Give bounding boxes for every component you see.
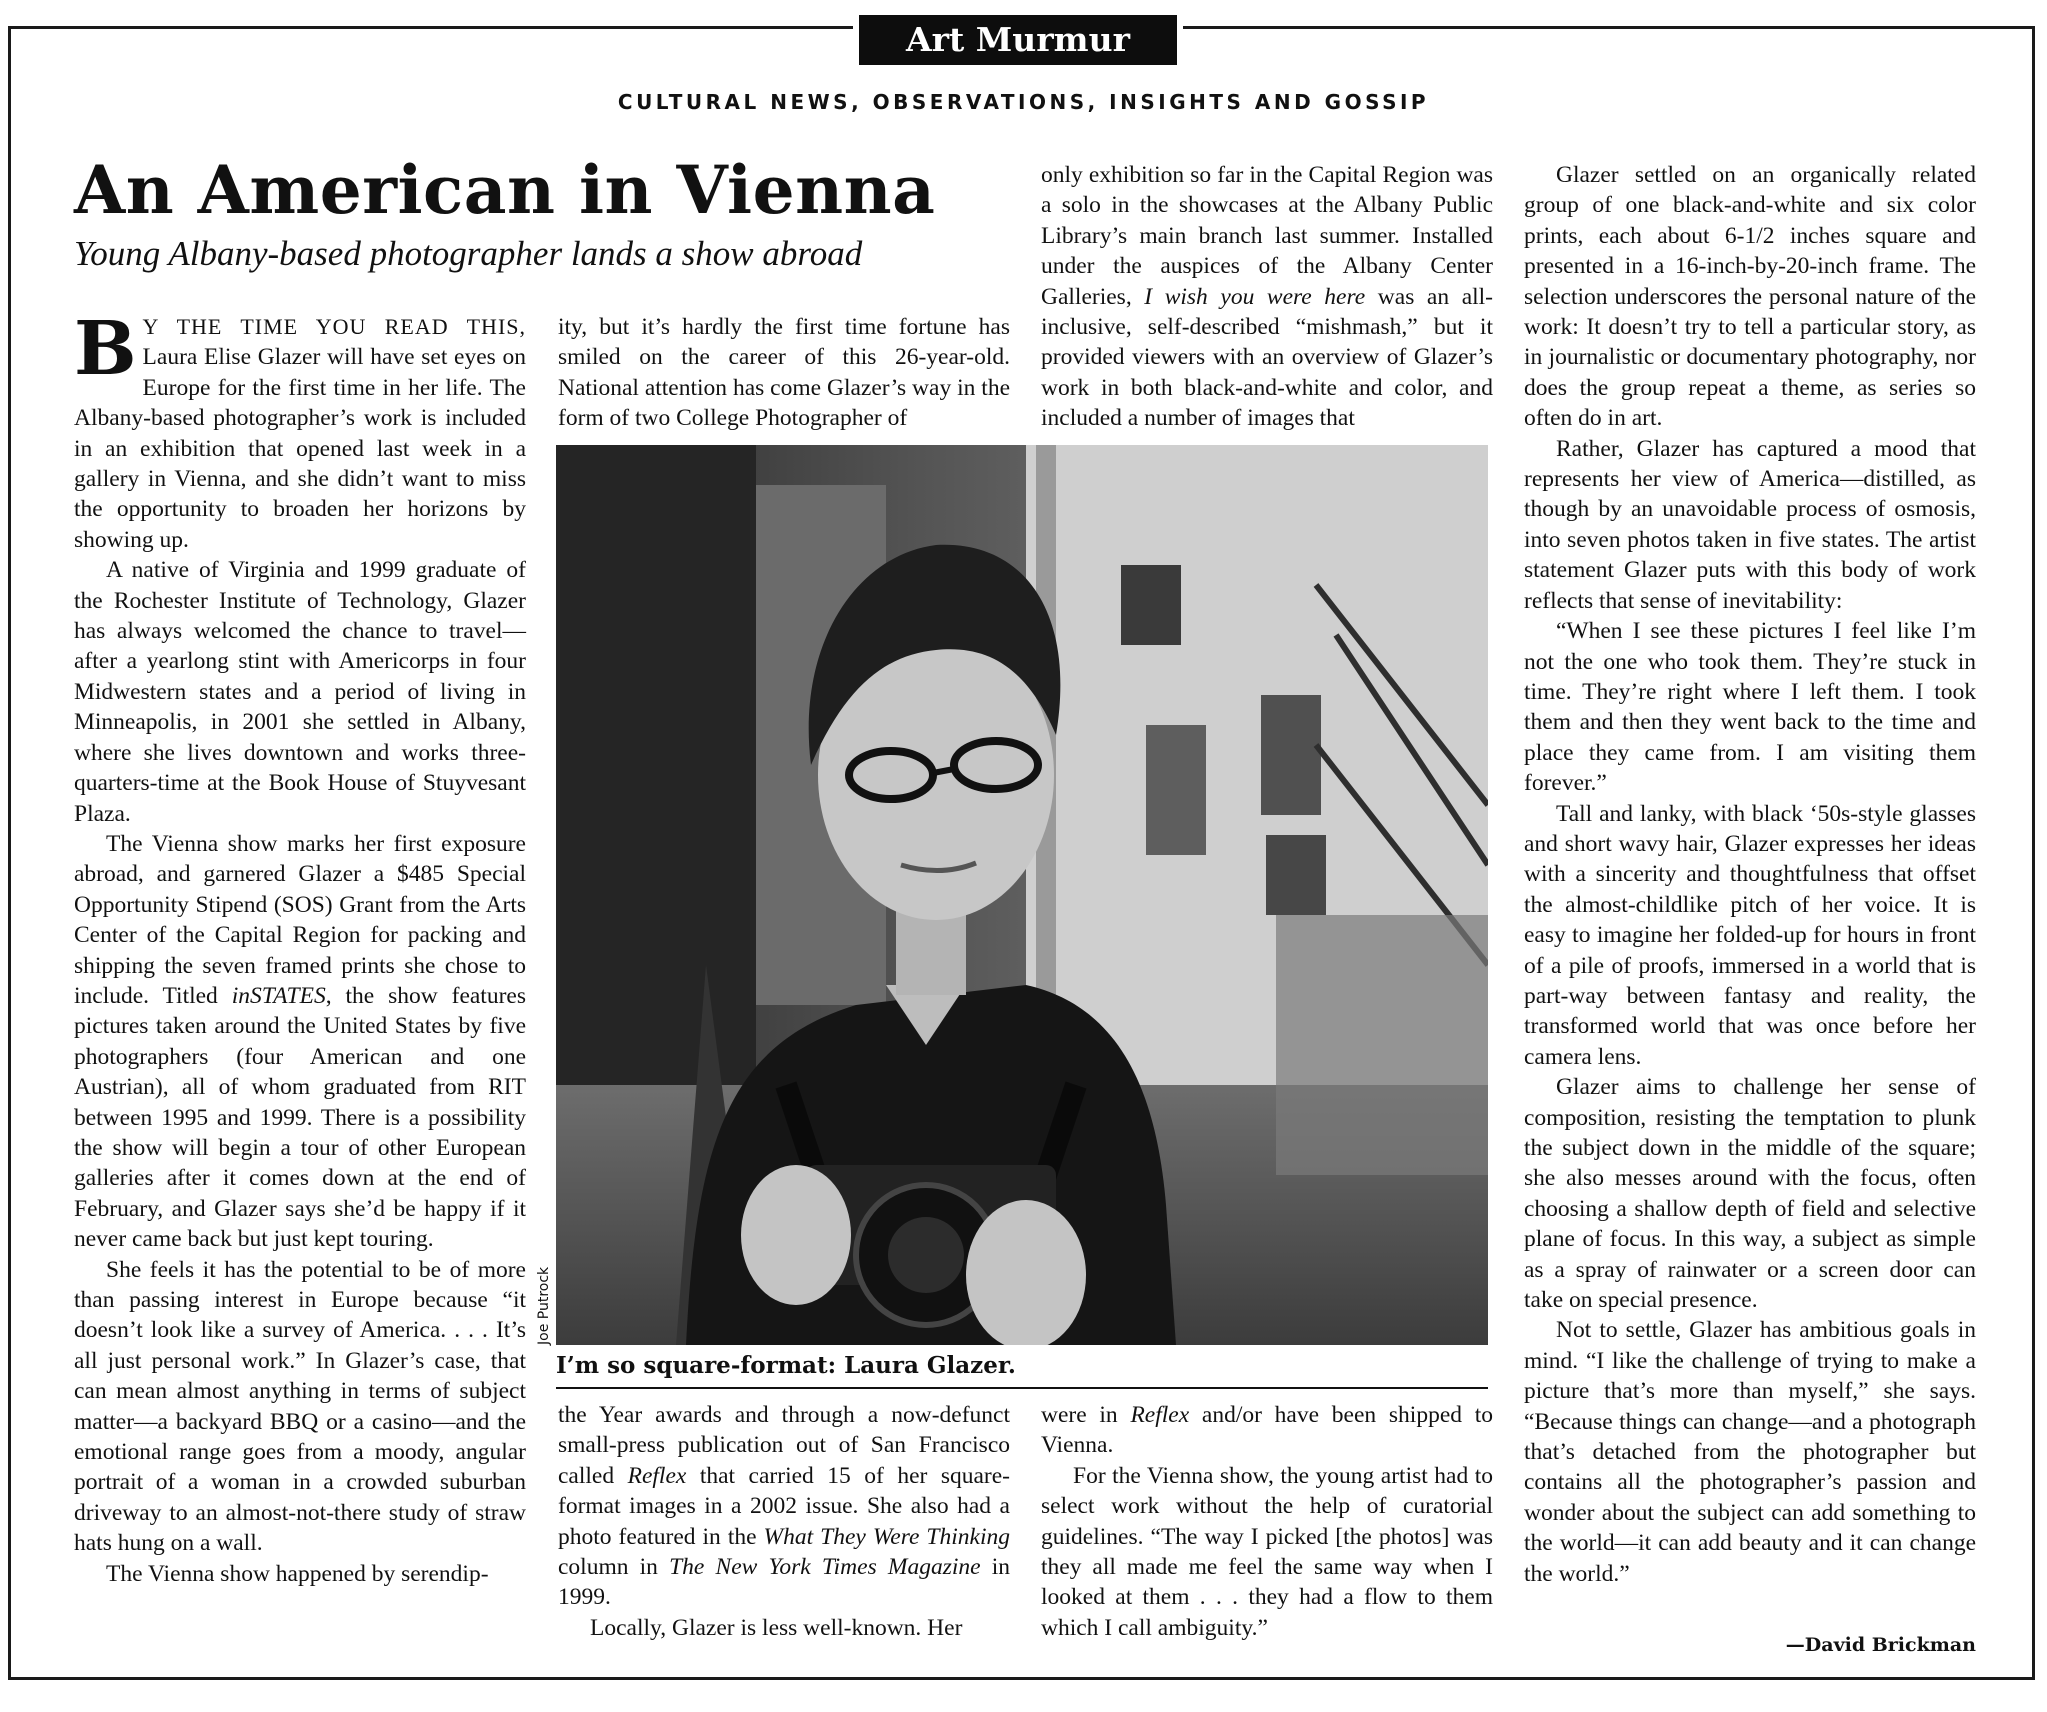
paragraph xyxy=(1041,160,1493,434)
paragraph xyxy=(558,1400,1010,1613)
deck: Young Albany-based photographer lands a show abroad xyxy=(74,234,863,273)
lead-in: Y THE TIME YOU READ THIS, xyxy=(142,314,526,339)
byline: —David Brickman xyxy=(1785,1634,1976,1656)
photo-caption: I’m so square-format: Laura Glazer. xyxy=(556,1352,1016,1379)
paragraph-text: in 1999. xyxy=(558,1554,1011,1611)
photo-illustration xyxy=(556,445,1488,1345)
paragraph-text: were in xyxy=(1041,1402,1118,1428)
paragraph: Glazer settled on an organically related group of one black-and-white and six color prints, each about 6-1/2 inches square and presented in a 16-inch-by-20-inch frame. The selection underscores the personal nature of the work: It doesn’t try to tell a particular story, as in journalistic or documentary photography, nor does the group repeat a theme, as series so often do in art. xyxy=(1524,162,1976,432)
photo-credit: Joe Putrock xyxy=(536,1266,552,1345)
paragraph-text: was an all-inclusive, self-described “mishmash,” but it provided viewers with an overview of Glazer’s work in both black-and-white and color, and included a number of images that xyxy=(1041,283,1494,432)
exhibition-title: I wish you were here xyxy=(1144,283,1366,310)
paragraph: ity, but it’s hardly the first time fortune has smiled on the career of this 26-year-old. National attention has come Glazer’s way in the form of two College Photographer of xyxy=(558,314,1010,432)
column-title: What They Were Thinking xyxy=(763,1523,1010,1550)
show-title: inSTATES xyxy=(231,982,326,1009)
paragraph: Not to settle, Glazer has ambitious goals in mind. “I like the challenge of trying to make a picture that’s more than myself,” she says. “Because things can change—and a photograph that’s detached from the photographer but contains all the photographer’s passion and wonder about the subject can add something to the world—it can add beauty and it can change the world.” xyxy=(1524,1317,1976,1587)
paragraph: Tall and lanky, with black ‘50s-style glasses and short wavy hair, Glazer expresses her ideas with a sincerity and thoughtfulness that offset the almost-childlike pitch of her voice. It is easy to imagine her folded-up for hours in front of a pile of proofs, immersed in a world that is part-way between fantasy and reality, the transformed world that was once before her camera lens. xyxy=(1524,800,1976,1070)
paragraph: For the Vienna show, the young artist had to select work without the help of curatorial guidelines. “The way I picked [the photos] was they all made me feel the same way when I looked at them . . . they had a flow to them which I call ambiguity.” xyxy=(1041,1462,1493,1641)
portrait-photo xyxy=(556,445,1488,1345)
paragraph xyxy=(74,306,526,555)
paragraph: She feels it has the potential to be of more than passing interest in Europe because “it doesn’t look like a survey of America. . . . It’s all just personal work.” In Glazer’s case, that can mean almost anything in terms of subject matter—a backyard BBQ or a casino—and the emotional range goes from a moody, angular portrait of a woman in a crowded suburban driveway to an almost-not-there study of straw hats hung on a wall. xyxy=(74,1256,526,1557)
paragraph: “When I see these pictures I feel like I’m not the one who took them. They’re stuck in time. They’re right where I left them. I took them and then they went back to the time and place they came from. I am visiting them forever.” xyxy=(1524,618,1976,797)
paragraph: The Vienna show happened by serendip- xyxy=(106,1560,489,1587)
paragraph-text: that carried 15 of her square-format images in a 2002 issue. She also had a photo featured in the xyxy=(558,1462,1011,1550)
paragraph-text: and/or have been shipped to Vienna. xyxy=(1041,1402,1494,1459)
article-column-2-top xyxy=(558,312,1010,434)
paragraph xyxy=(74,829,526,1255)
paragraph: A native of Virginia and 1999 graduate of the Rochester Institute of Technology, Glazer has always welcomed the chance to travel—after a yearlong stint with Americorps in four Midwestern states and a period of living in Minneapolis, in 2001 she settled in Albany, where she lives downtown and works three-quarters-time at the Book House of Stuyvesant Plaza. xyxy=(74,557,526,827)
article-column-3-bottom xyxy=(1041,1400,1493,1643)
paragraph-text: , the show features pictures taken around the United States by five photographers (four American and one Austrian), all of whom graduated from RIT between 1995 and 1999. There is a possibility the show will begin a tour of other European galleries after it comes down at the end of February, and Glazer says she’d be happy if it never came back but just kept touring. xyxy=(74,982,526,1253)
section-banner: Art Murmur xyxy=(859,15,1177,65)
paragraph: Rather, Glazer has captured a mood that represents her view of America—distilled, as though by an unavoidable process of osmosis, into seven photos taken in five states. The artist statement Glazer puts with this body of work reflects that sense of inevitability: xyxy=(1524,435,1976,614)
publication-title: Reflex xyxy=(1130,1402,1190,1428)
paragraph-text: only exhibition so far in the Capital Region was a solo in the showcases at the Albany Public Library’s main branch last summer. Installed under the auspices of the Albany Center Galleries, xyxy=(1041,162,1493,310)
publication-title: Reflex xyxy=(627,1462,687,1489)
caption-rule xyxy=(556,1387,1488,1389)
article-column-4 xyxy=(1524,160,1976,1589)
article-column-1 xyxy=(74,306,526,1589)
paragraph: Glazer aims to challenge her sense of composition, resisting the temptation to plunk the subject down in the middle of the square; she also messes around with the focus, often choosing a shallow depth of field and selective plane of focus. In this way, a subject as simple as a spray of rainwater or a screen door can take on special presence. xyxy=(1524,1074,1976,1314)
paragraph-text: column in xyxy=(558,1554,658,1581)
banner-container xyxy=(853,10,1183,70)
drop-cap: B xyxy=(74,306,137,392)
paragraph-text: the Year awards and through a now-defunct small-press publication out of San Francisco called xyxy=(558,1402,1010,1489)
paragraph-text: Laura Elise Glazer will have set eyes on Europe for the first time in her life. The Albany-based photographer’s work is included in an exhibition that opened last week in a gallery in Vienna, and she didn’t want to miss the opportunity to broaden her horizons by showing up. xyxy=(74,344,526,553)
paragraph: Locally, Glazer is less well-known. Her xyxy=(590,1614,963,1641)
article-column-2-bottom xyxy=(558,1400,1010,1643)
section-subhead: CULTURAL NEWS, OBSERVATIONS, INSIGHTS AND GOSSIP xyxy=(617,90,1430,114)
article-column-3-top xyxy=(1041,160,1493,434)
publication-title: The New York Times Magazine xyxy=(669,1554,981,1581)
paragraph xyxy=(1041,1400,1493,1461)
headline: An American in Vienna xyxy=(74,151,936,229)
paragraph-text: The Vienna show marks her first exposure abroad, and garnered Glazer a $485 Special Opportunity Stipend (SOS) Grant from the Arts Center of the Capital Region for packing and shipping the seven framed prints she chose to include. Titled xyxy=(74,830,526,1009)
